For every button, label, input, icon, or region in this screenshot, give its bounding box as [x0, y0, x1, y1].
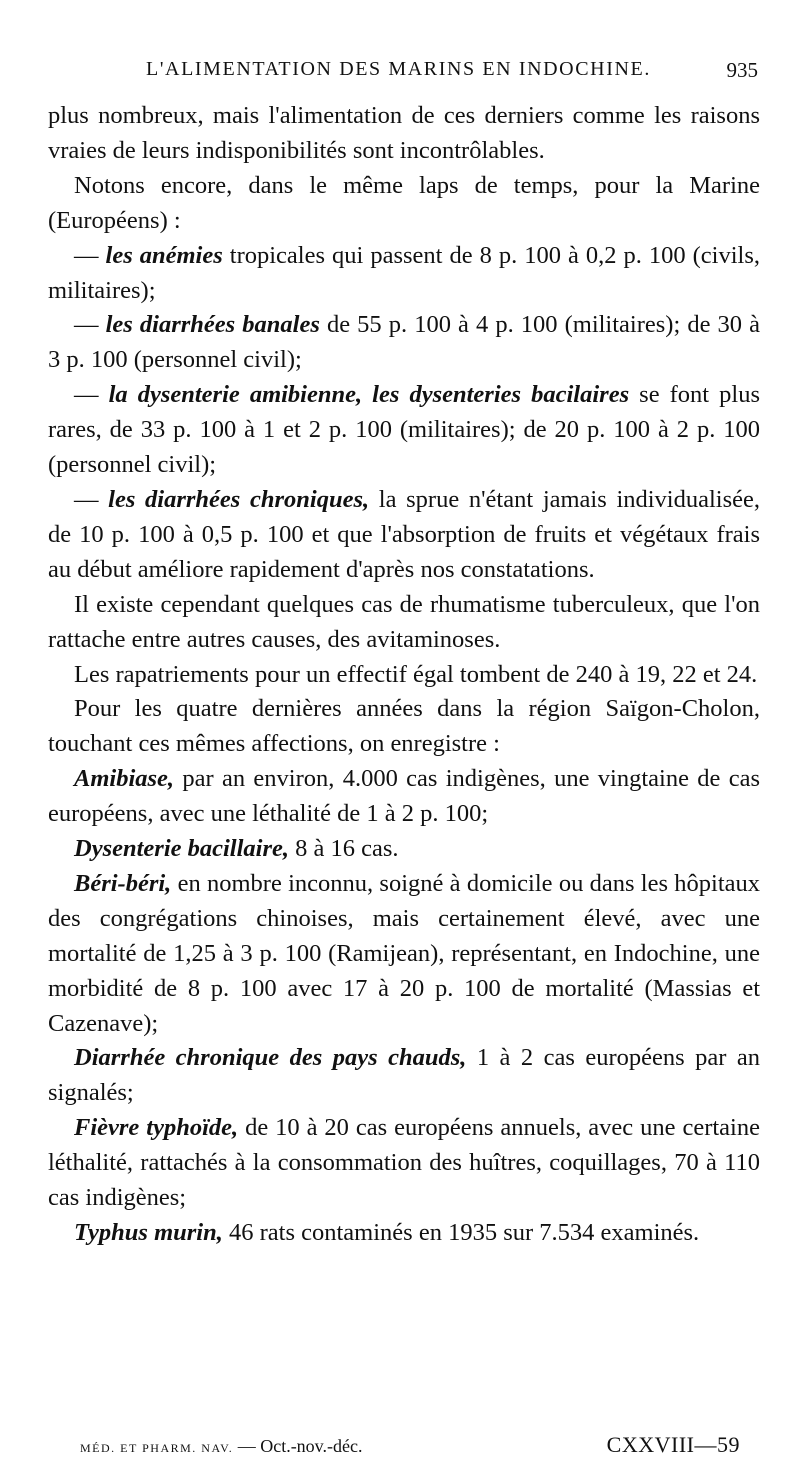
text-run: plus nombreux, mais l'alimentation de ces derniers comme les raisons vraies de leurs indisponibilités sont incontrôlables.	[48, 102, 760, 164]
emphasis-term: les anémies	[105, 241, 223, 269]
list-item-paragraph	[48, 832, 760, 867]
emphasis-term: Béri-béri,	[74, 869, 172, 897]
list-item-paragraph	[48, 239, 760, 309]
text-run: —	[74, 311, 106, 339]
list-item-paragraph	[48, 483, 760, 588]
text-run: par an environ, 4.000 cas indigènes, une vingtaine de cas européens, avec une léthalité de 1 à 2 p. 100;	[48, 765, 760, 828]
signature-mark: CXXVIII—59	[606, 1432, 740, 1457]
page-number: 935	[726, 58, 758, 82]
text-run: Pour les quatre dernières années dans la région Saïgon-Cholon, touchant ces mêmes affections, on enregistre :	[48, 695, 760, 758]
running-header	[48, 58, 758, 90]
text-run: en nombre inconnu, soigné à domicile ou dans les hôpitaux des congrégations chinoises, mais certainement élevé, avec une mortalité de 1,25 à 3 p. 100 (Ramijean), représentant, en Indochine, une morbidité de 8 p. 100 avec 17 à 20 p. 100 de mortalité (Massias et Cazenave);	[48, 869, 760, 1037]
paragraph	[48, 692, 760, 762]
text-run: 8 à 16 cas.	[289, 835, 399, 863]
list-item-paragraph	[48, 1216, 760, 1251]
running-title: L'ALIMENTATION DES MARINS EN INDOCHINE.	[146, 58, 651, 80]
paragraph	[48, 658, 760, 693]
emphasis-term: Dysenterie bacillaire,	[74, 835, 290, 863]
body-text	[48, 99, 760, 1251]
paragraph	[48, 588, 760, 658]
text-run: Les rapatriements pour un effectif égal tombent de 240 à 19, 22 et 24.	[74, 660, 758, 688]
page-footer	[80, 1432, 740, 1466]
text-run: se font plus rares, de 33 p. 100 à 1 et 2 p. 100 (militaires); de 20 p. 100 à 2 p. 100 (personnel civil);	[48, 381, 761, 479]
text-run: Notons encore, dans le même laps de temps, pour la Marine (Européens) :	[48, 171, 760, 234]
emphasis-term: les diarrhées chroniques,	[108, 485, 370, 513]
list-item-paragraph	[48, 378, 760, 483]
emphasis-term: Amibiase,	[74, 765, 175, 793]
text-run: —	[74, 485, 109, 513]
text-run: —	[74, 241, 106, 269]
text-run: Il existe cependant quelques cas de rhumatisme tuberculeux, que l'on rattache entre autres causes, des avitaminoses.	[48, 590, 760, 653]
emphasis-term: la dysenterie amibienne, les dysenteries bacilaires	[108, 381, 630, 409]
text-run: tropicales qui passent de 8 p. 100 à 0,2 p. 100 (civils, militaires);	[48, 241, 761, 304]
emphasis-term: Typhus murin,	[74, 1219, 223, 1246]
list-item-paragraph	[48, 1041, 760, 1111]
footer-citation	[80, 1436, 363, 1457]
journal-abbreviation: MÉD. ET PHARM. NAV.	[80, 1441, 234, 1455]
text-run: de 10 à 20 cas européens annuels, avec une certaine léthalité, rattachés à la consommation des huîtres, coquillages, 70 à 110 cas indigènes;	[48, 1114, 760, 1212]
issue-date: — Oct.-nov.-déc.	[237, 1436, 363, 1456]
paragraph	[48, 99, 760, 169]
text-run: —	[74, 381, 109, 409]
emphasis-term: Diarrhée chronique des pays chauds,	[74, 1044, 467, 1072]
text-run: 1 à 2 cas européens par an signalés;	[48, 1044, 760, 1107]
emphasis-term: Fièvre typhoïde,	[74, 1114, 239, 1142]
list-item-paragraph	[48, 762, 760, 832]
list-item-paragraph	[48, 1111, 760, 1216]
emphasis-term: les diarrhées banales	[105, 311, 320, 339]
list-item-paragraph	[48, 308, 760, 378]
text-run: 46 rats contaminés en 1935 sur 7.534 examinés.	[222, 1219, 700, 1246]
list-item-paragraph	[48, 867, 760, 1042]
paragraph	[48, 169, 760, 239]
text-run: la sprue n'étant jamais individualisée, de 10 p. 100 à 0,5 p. 100 et que l'absorption de fruits et végétaux frais au début améliore rapidement d'après nos constatations.	[48, 485, 761, 583]
text-run: de 55 p. 100 à 4 p. 100 (militaires); de 30 à 3 p. 100 (personnel civil);	[48, 311, 761, 374]
